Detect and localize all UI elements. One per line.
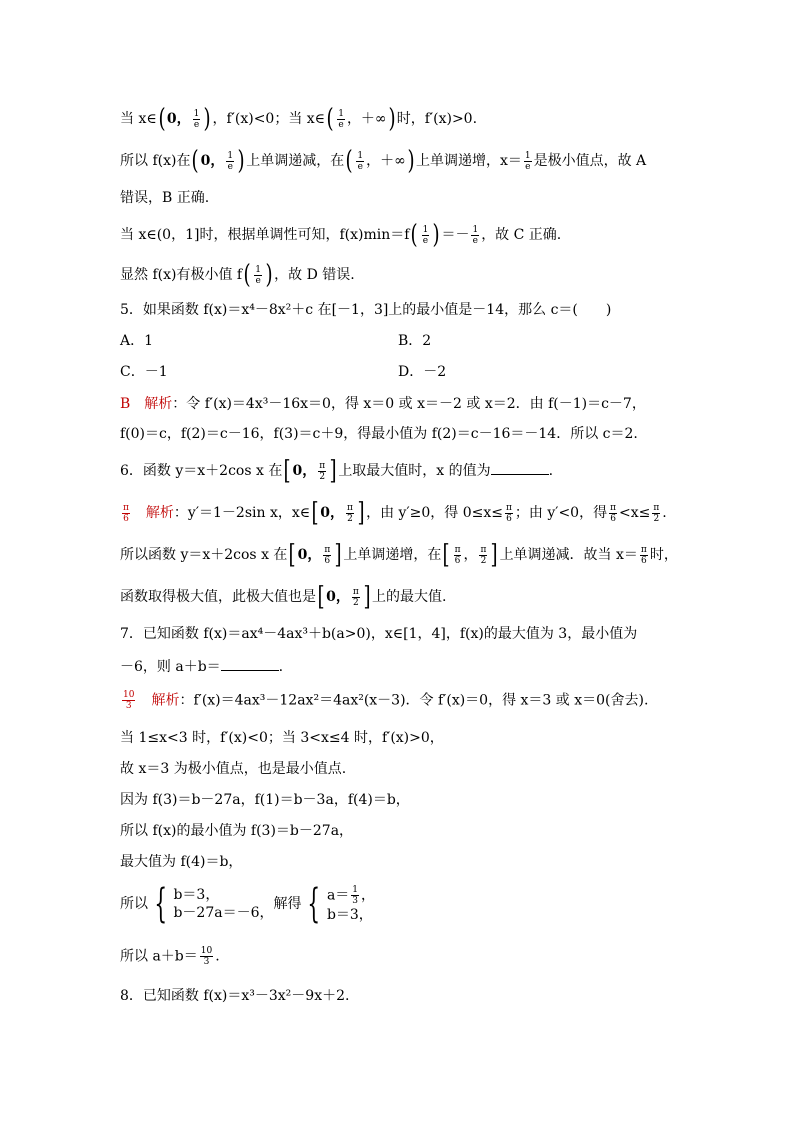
fraction-pi-over-2	[318, 461, 326, 482]
numerator: π	[480, 544, 487, 555]
equation-system-1	[148, 881, 274, 927]
fraction-1-over-e	[337, 109, 345, 130]
fraction-pi-over-6	[505, 503, 513, 524]
row: b－27a＝－6，	[173, 905, 274, 921]
fraction-1-over-e	[356, 151, 364, 172]
answer-blank	[491, 460, 549, 475]
numerator: π	[347, 502, 353, 513]
solution-line-2	[120, 148, 646, 174]
text: ；由 y′<0，得	[514, 505, 608, 521]
paren-right: )	[388, 104, 396, 134]
paren-right: )	[237, 146, 245, 176]
bracket-left: [	[288, 540, 297, 570]
text: ：y′＝1－2sin x，x∈	[173, 505, 311, 521]
answer-7-system-line	[120, 881, 376, 927]
text: 上单调递减，在	[246, 153, 345, 169]
fraction-1-over-e	[254, 265, 262, 286]
numerator: π	[610, 502, 617, 513]
answer-7-line-2: 当 1≤x<3 时，f′(x)<0；当 3<x≤4 时，f′(x)>0，	[120, 730, 444, 746]
text: 上单调递增，在	[343, 547, 442, 563]
denominator: 2	[347, 513, 353, 524]
answer-7-line-3: 故 x＝3 为极小值点，也是最小值点.	[120, 761, 347, 777]
numerator: π	[653, 502, 660, 513]
denominator: e	[227, 161, 233, 172]
fraction-pi-over-6	[609, 503, 617, 524]
numerator: 1	[255, 264, 261, 275]
bracket-left: [	[283, 456, 291, 486]
analysis-label: 解析	[145, 505, 174, 521]
denominator: e	[422, 235, 429, 246]
fraction-1-over-e	[422, 225, 430, 246]
paren-right: )	[265, 260, 273, 290]
answer-7-line-5: 所以 f(x)的最小值为 f(3)＝b－27a，	[120, 823, 354, 839]
numerator: π	[505, 502, 512, 513]
row: b＝3，	[173, 887, 220, 903]
equation-system-2	[301, 881, 376, 927]
text: 上单调递减．故当 x＝	[499, 547, 638, 563]
fraction-1-over-e	[471, 225, 479, 246]
text: 所以函数 y＝x＋2cos x 在	[120, 547, 288, 563]
bracket-left: [	[442, 540, 451, 570]
numerator: 1	[338, 108, 344, 119]
numerator: 1	[357, 150, 364, 161]
answer-fraction-10-over-3	[122, 690, 135, 711]
solution-line-1	[120, 106, 477, 132]
text: .	[215, 948, 220, 965]
question-8: 8．已知函数 f(x)＝x³－3x²－9x＋2.	[120, 988, 350, 1004]
answer-blank	[221, 656, 279, 671]
text: 0，	[320, 505, 345, 521]
numerator: 1	[524, 150, 531, 161]
fraction-pi-over-6	[323, 545, 331, 566]
bracket-right: ]	[357, 498, 365, 528]
denominator: e	[525, 161, 531, 172]
denominator: 3	[125, 701, 132, 711]
denominator: 6	[454, 555, 461, 566]
denominator: 6	[610, 513, 616, 524]
text: ，＋∞	[366, 153, 406, 169]
bracket-right: ]	[490, 540, 499, 570]
text: 上单调递增，x＝	[415, 153, 522, 169]
text: .	[662, 505, 667, 521]
denominator: 2	[353, 597, 359, 608]
denominator: 6	[641, 555, 647, 566]
analysis-label: 解析	[144, 396, 173, 412]
solution-line-3: 错误，B 正确.	[120, 190, 210, 206]
text: 0，	[326, 589, 350, 605]
answer-5-line-2: f(0)＝c，f(2)＝c－16，f(3)＝c＋9，得最小值为 f(2)＝c－16＝－14．所以 c＝2.	[120, 426, 638, 442]
text: ：令 f′(x)＝4x³－16x＝0，得 x＝0 或 x＝－2 或 x＝2．由 f(－1)＝c－7，	[172, 396, 646, 412]
rows	[173, 886, 273, 922]
row: b＝3，	[326, 906, 373, 923]
question-7-line-1: 7．已知函数 f(x)＝ax⁴－4ax³＋b(a>0)，x∈[1，4]，f(x)的最大值为 3，最小值为	[120, 626, 638, 642]
denominator: 3	[352, 895, 359, 906]
numerator: π	[324, 544, 331, 555]
answer-fraction-pi-over-6	[122, 503, 130, 524]
question-7-line-2	[120, 656, 283, 677]
text: 所以 a＋b＝	[120, 948, 198, 965]
text: ，	[361, 887, 376, 903]
denominator: e	[193, 119, 200, 130]
answer-7-line-6: 最大值为 f(4)＝b，	[120, 854, 243, 870]
denominator: 6	[324, 555, 331, 566]
text: 所以 f(x)在	[120, 153, 191, 169]
text: ，故 D 错误.	[274, 267, 355, 283]
denominator: 2	[319, 471, 326, 482]
answer-5-line-1	[120, 394, 646, 414]
fraction-pi-over-6	[640, 545, 648, 566]
question-6	[120, 458, 553, 484]
fraction-pi-over-6	[454, 545, 462, 566]
text: .	[548, 463, 554, 479]
text: ，＋∞	[346, 111, 387, 127]
numerator: 1	[227, 150, 234, 161]
text: .	[278, 659, 284, 675]
solution-line-4	[120, 222, 561, 248]
brace-icon: {	[307, 881, 321, 927]
text: 上取最大值时，x 的值为	[338, 463, 491, 479]
text: ：f′(x)＝4ax³－12ax²＝4ax²(x－3)．令 f′(x)＝0，得 x＝3 或 x＝0(舍去).	[179, 692, 649, 709]
denominator: e	[357, 161, 363, 172]
text: ，故 C 正确.	[481, 227, 562, 243]
paren-right: )	[432, 220, 440, 250]
fraction-pi-over-2	[352, 587, 360, 608]
fraction-1-over-e	[524, 151, 532, 172]
analysis-label: 解析	[151, 692, 180, 709]
denominator: 6	[506, 513, 512, 524]
text: a＝	[326, 887, 350, 903]
denominator: e	[255, 275, 261, 286]
paren-left: (	[243, 260, 251, 290]
numerator: 10	[200, 946, 213, 956]
text: 函数取得极大值，此极大值也是	[120, 589, 316, 605]
text: 解得	[273, 896, 302, 912]
numerator: π	[352, 586, 359, 597]
text: 时，f′(x)>0.	[396, 111, 478, 127]
denominator: 6	[123, 513, 129, 524]
fraction-pi-over-2	[346, 503, 354, 524]
text: 上的最大值.	[371, 589, 447, 605]
text: 当 x∈(0，1]时，根据单调性可知，f(x)min＝f	[120, 227, 410, 243]
question-5: 5．如果函数 f(x)＝x⁴－8x²＋c 在[－1，3]上的最小值是－14，那么 c＝( )	[120, 302, 612, 318]
paren-left: (	[410, 220, 419, 250]
answer-7-line-4: 因为 f(3)＝b－27a，f(1)＝b－3a，f(4)＝b，	[120, 792, 410, 808]
denominator: 2	[480, 555, 487, 566]
numerator: π	[319, 460, 326, 471]
rows	[327, 885, 375, 924]
answer-letter: B	[120, 396, 131, 412]
paren-right: )	[407, 146, 415, 176]
row	[327, 885, 375, 906]
brace-icon: {	[154, 881, 168, 927]
bracket-right: ]	[363, 582, 371, 612]
paren-right: )	[203, 104, 211, 134]
answer-7-line-1	[120, 690, 648, 711]
bracket-left: [	[317, 582, 325, 612]
fraction-pi-over-2	[652, 503, 660, 524]
text: ，由 y′≥0，得 0≤x≤	[366, 505, 503, 521]
numerator: π	[454, 544, 461, 555]
answer-6-line-2	[120, 542, 678, 568]
denominator: e	[472, 235, 478, 246]
bracket-right: ]	[334, 540, 342, 570]
numerator: 1	[352, 884, 359, 895]
text: ＝－	[441, 227, 470, 243]
bracket-right: ]	[329, 456, 337, 486]
numerator: π	[640, 544, 647, 555]
text: 6．函数 y＝x＋2cos x 在	[120, 463, 283, 479]
solution-line-5	[120, 262, 355, 288]
text: <x≤	[619, 505, 651, 521]
text: ，	[463, 547, 478, 563]
text: 0，	[166, 111, 191, 127]
text: －6，则 a＋b＝	[120, 659, 221, 675]
paren-left: (	[158, 104, 166, 134]
text: 0，	[292, 463, 317, 479]
text: 显然 f(x)有极小值 f	[120, 267, 243, 283]
option-d: D．－2	[398, 364, 447, 380]
paren-left: (	[345, 146, 353, 176]
paren-left: (	[191, 146, 200, 176]
fraction-1-over-3	[351, 885, 359, 906]
numerator: 1	[193, 108, 200, 119]
answer-6-line-1	[120, 500, 667, 526]
option-b: B．2	[398, 333, 432, 349]
text: 是极小值点，故 A	[533, 153, 647, 169]
text: 0，	[200, 153, 225, 169]
numerator: π	[123, 502, 129, 513]
option-a: A．1	[120, 333, 154, 349]
paren-left: (	[326, 104, 334, 134]
text: 当 x∈	[120, 111, 157, 127]
fraction-1-over-e	[226, 151, 234, 172]
answer-7-final	[120, 946, 220, 967]
denominator: 3	[203, 957, 210, 967]
text: 时，	[649, 547, 678, 563]
numerator: 10	[123, 690, 135, 700]
fraction-pi-over-2	[479, 545, 487, 566]
text: ，f′(x)<0；当 x∈	[212, 111, 326, 127]
fraction-10-over-3	[200, 946, 213, 967]
option-c: C．－1	[120, 364, 168, 380]
text: 0，	[297, 547, 322, 563]
numerator: 1	[422, 224, 429, 235]
numerator: 1	[472, 224, 479, 235]
denominator: e	[338, 119, 344, 130]
fraction-1-over-e	[193, 109, 201, 130]
bracket-left: [	[311, 498, 319, 528]
text: 所以	[120, 896, 148, 912]
denominator: 2	[653, 513, 660, 524]
answer-6-line-3	[120, 584, 446, 610]
